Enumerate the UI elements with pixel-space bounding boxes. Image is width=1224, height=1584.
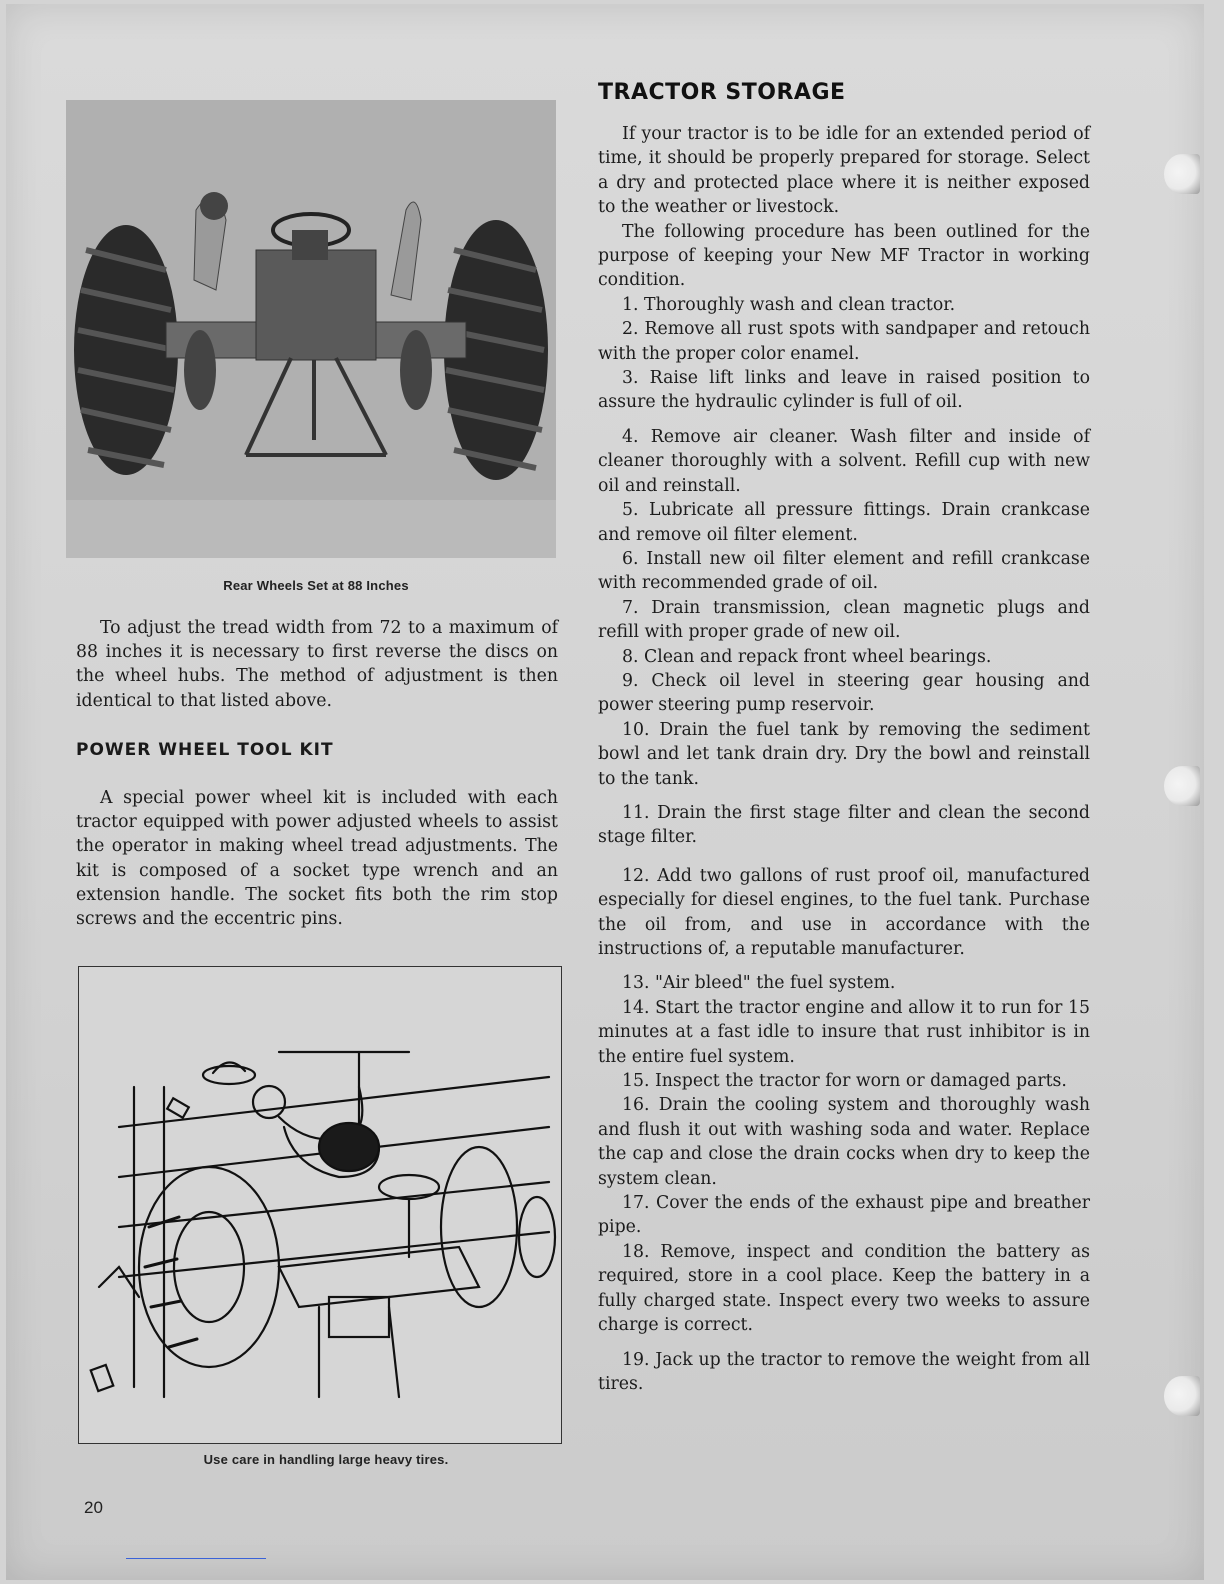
storage-step: 19. Jack up the tractor to remove the weight from all tires. (598, 1349, 1090, 1394)
storage-instructions (598, 122, 1090, 1396)
storage-step: 16. Drain the cooling system and thoroughly wash and flush it out with washing soda and water. Replace the cap and close the drain cocks when dry to keep the system clean. (598, 1095, 1090, 1189)
tire-cartoon-drawing (79, 967, 561, 1443)
storage-step: 13. "Air bleed" the fuel system. (622, 973, 896, 994)
storage-intro-1: If your tractor is to be idle for an extended period of time, it should be properly prepared for storage. Select a dry and protected place where it is neither exposed to the weather or livestock. (598, 124, 1090, 218)
storage-step: 3. Raise lift links and leave in raised position to assure the hydraulic cylinder is full of oil. (598, 368, 1090, 413)
storage-step: 7. Drain transmission, clean magnetic plugs and refill with proper grade of new oil. (598, 597, 1090, 643)
storage-step: 2. Remove all rust spots with sandpaper and retouch with the proper color enamel. (598, 319, 1090, 364)
tractor-rear-photo (66, 100, 556, 558)
storage-step: 8. Clean and repack front wheel bearings. (622, 646, 992, 667)
storage-step: 1. Thoroughly wash and clean tractor. (622, 294, 956, 315)
tractor-storage-heading: TRACTOR STORAGE (598, 80, 846, 105)
storage-step: 10. Drain the fuel tank by removing the sediment bowl and let tank drain dry. Dry the bowl and reinstall to the tank. (598, 719, 1090, 789)
power-wheel-kit-heading: POWER WHEEL TOOL KIT (76, 740, 334, 760)
storage-intro-2: The following procedure has been outlined for the purpose of keeping your New MF Tractor in working condition. (598, 221, 1090, 291)
storage-step: 17. Cover the ends of the exhaust pipe and breather pipe. (598, 1193, 1090, 1238)
link-underline (126, 1558, 266, 1559)
storage-step: 9. Check oil level in steering gear housing and power steering pump reservoir. (598, 670, 1090, 716)
cartoon-caption: Use care in handling large heavy tires. (203, 1452, 449, 1467)
cartoon-illustration (78, 966, 562, 1444)
photo-caption: Rear Wheels Set at 88 Inches (223, 578, 409, 593)
tread-adjust-paragraph: To adjust the tread width from 72 to a maximum of 88 inches it is necessary to first reverse the discs on the wheel hubs. The method of adjustment is then identical to that listed above. (76, 618, 558, 711)
page-number: 20 (84, 1498, 103, 1517)
storage-step: 6. Install new oil filter element and refill crankcase with recommended grade of oil. (598, 548, 1090, 594)
binder-hole (1164, 766, 1200, 806)
manual-page (6, 4, 1204, 1580)
storage-step: 11. Drain the first stage filter and clean the second stage filter. (598, 802, 1090, 848)
storage-step: 5. Lubricate all pressure fittings. Drain crankcase and remove oil filter element. (598, 500, 1090, 545)
storage-step: 12. Add two gallons of rust proof oil, manufactured especially for diesel engines, to the fuel tank. Purchase the oil from, and use in accordance with the instructions of, a reputable manufacturer. (598, 865, 1090, 959)
power-wheel-kit-paragraph: A special power wheel kit is included with each tractor equipped with power adjusted wheels to assist the operator in making wheel tread adjustments. The kit is composed of a socket type wrench and an extension handle. The socket fits both the rim stop screws and the eccentric pins. (76, 788, 558, 930)
storage-step: 15. Inspect the tractor for worn or damaged parts. (622, 1071, 1067, 1092)
storage-step: 14. Start the tractor engine and allow it to run for 15 minutes at a fast idle to insure that rust inhibitor is in the entire fuel system. (598, 997, 1090, 1067)
binder-hole (1164, 1376, 1200, 1416)
storage-step: 4. Remove air cleaner. Wash filter and inside of cleaner thoroughly with a solvent. Refill cup with new oil and reinstall. (598, 426, 1090, 496)
binder-hole (1164, 154, 1200, 194)
tractor-illustration (66, 100, 556, 558)
storage-step: 18. Remove, inspect and condition the battery as required, store in a cool place. Keep the battery in a fully charged state. Inspect every two weeks to assure charge is correct. (598, 1241, 1090, 1336)
